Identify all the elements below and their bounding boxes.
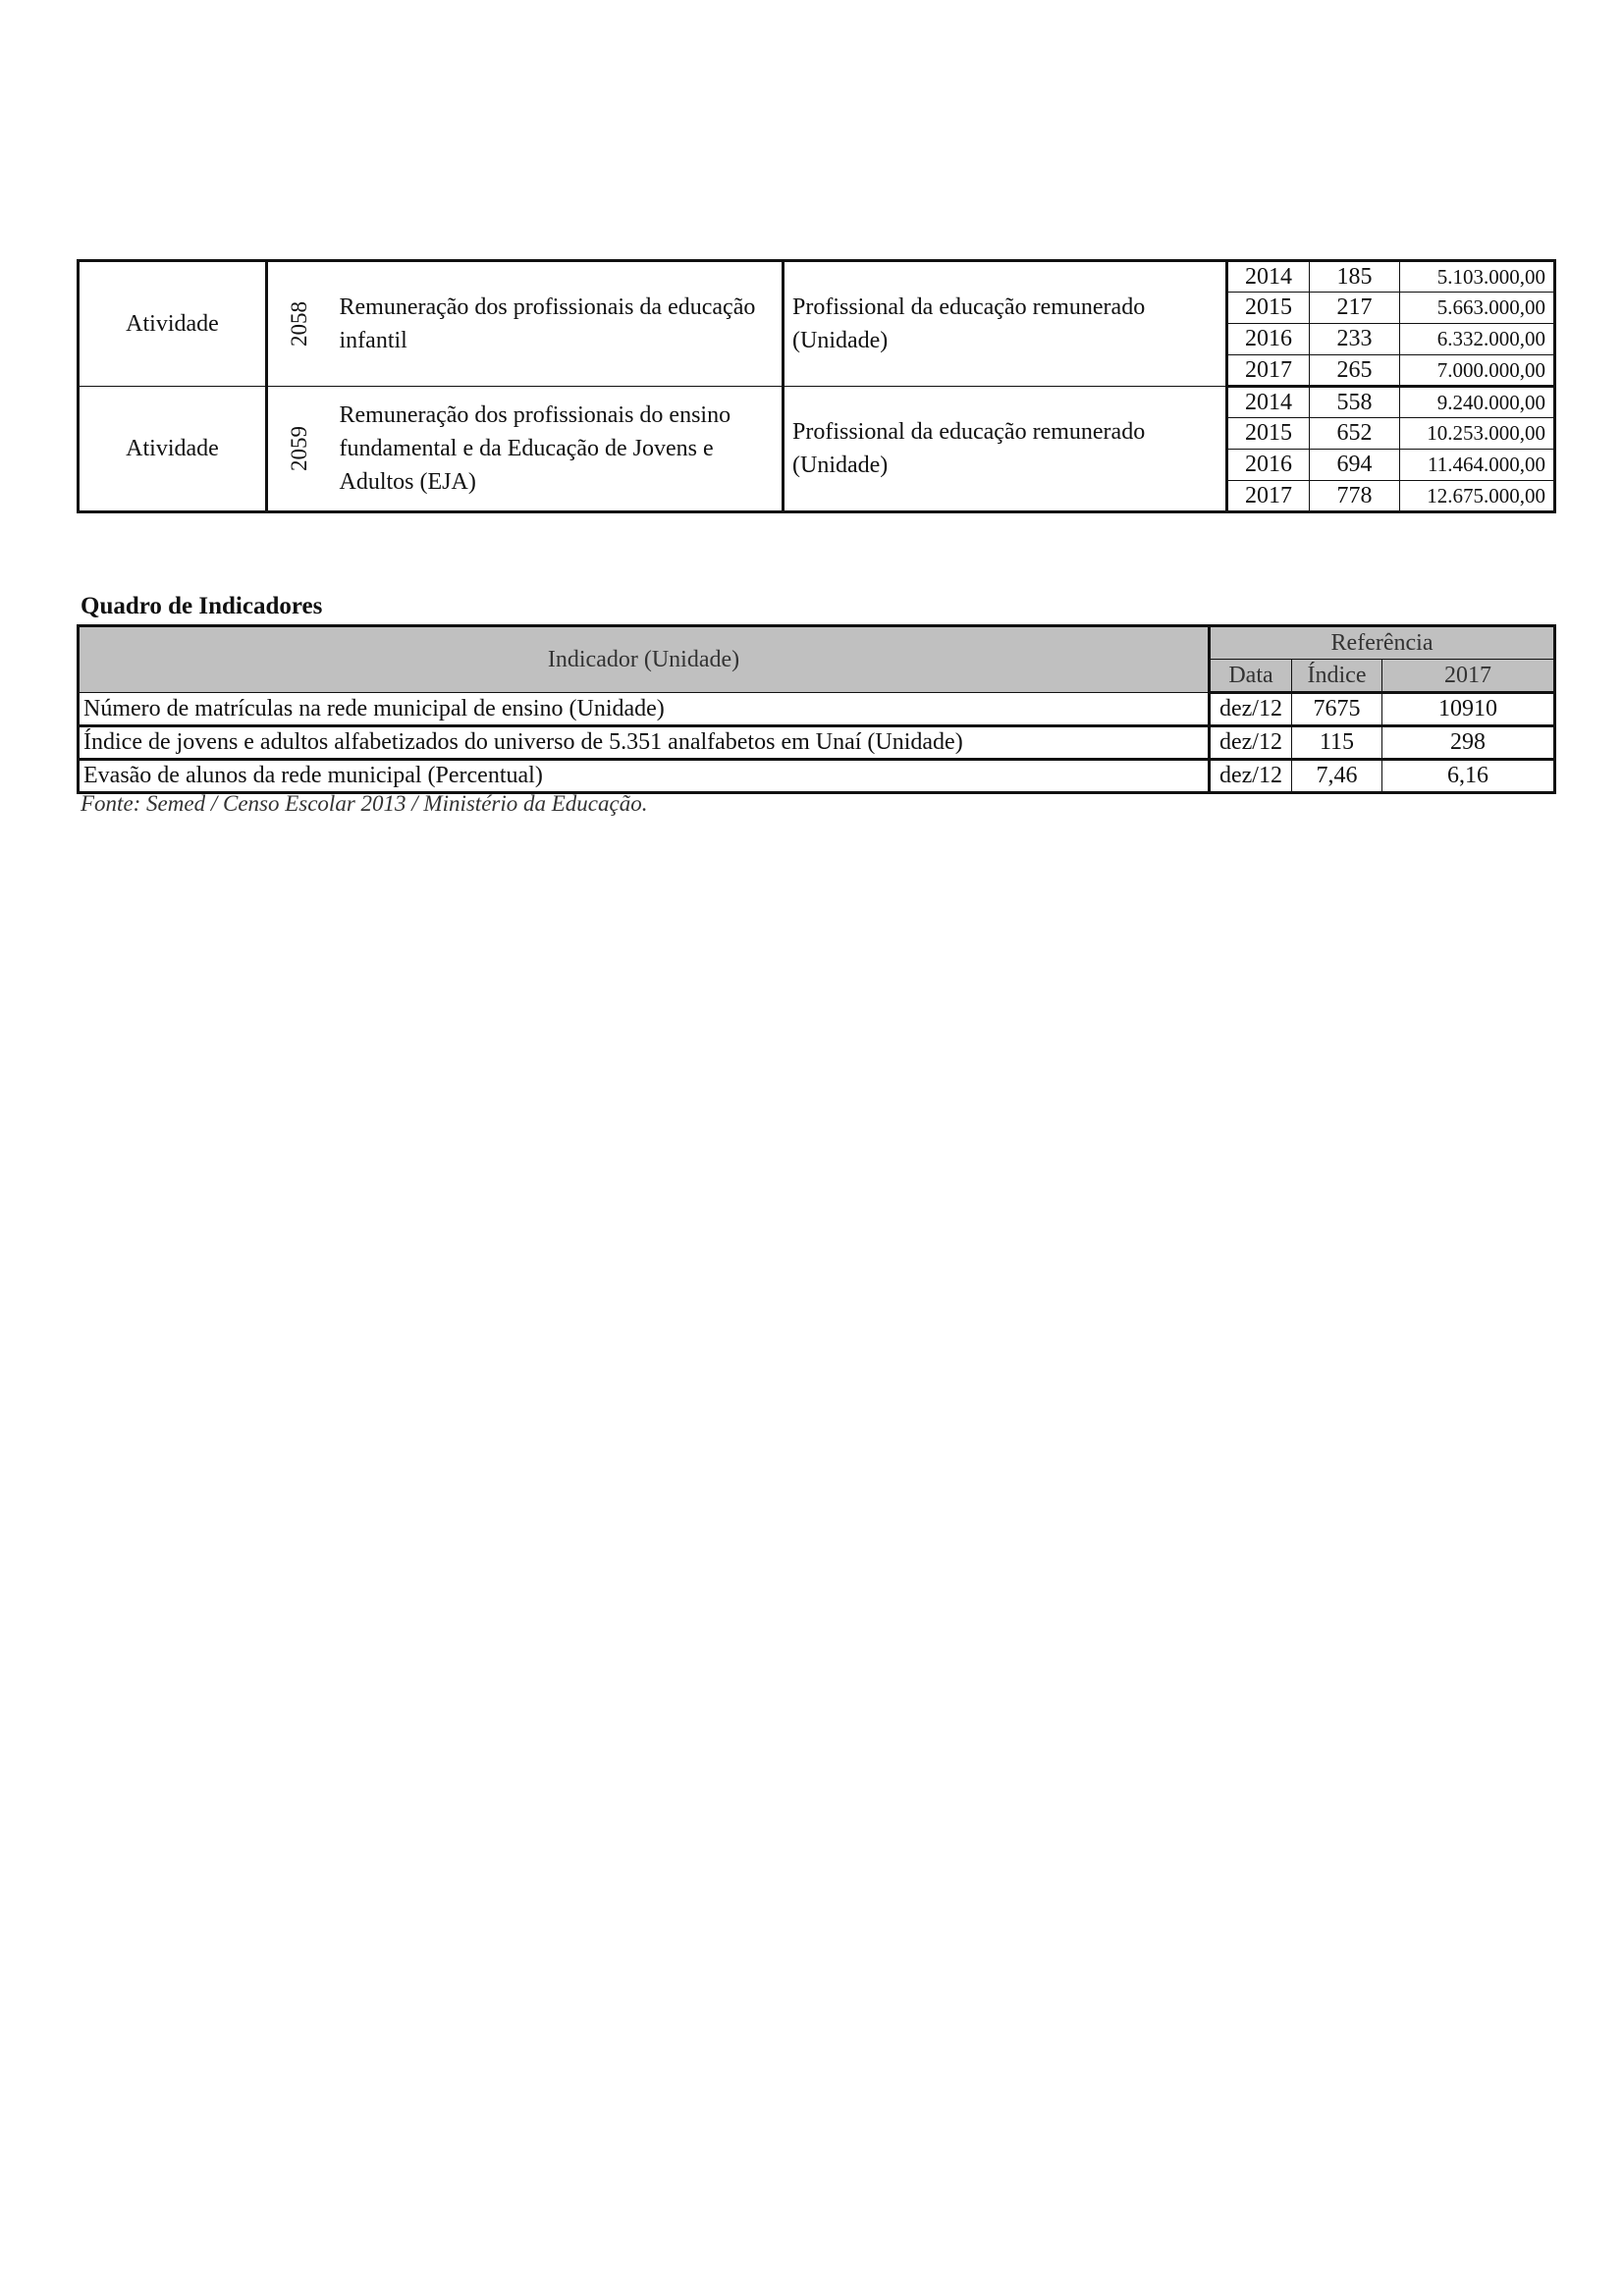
indicator-header: Indicador (Unidade) xyxy=(79,626,1210,693)
source-note: Fonte: Semed / Censo Escolar 2013 / Ministério da Educação. xyxy=(81,791,648,816)
meta-cell: 217 xyxy=(1310,293,1400,324)
indicator-date: dez/12 xyxy=(1210,726,1292,760)
meta-cell: 558 xyxy=(1310,387,1400,418)
table-row xyxy=(79,387,1555,418)
meta-cell: 652 xyxy=(1310,418,1400,450)
indicator-index: 7,46 xyxy=(1292,760,1382,793)
program-action-table xyxy=(77,259,1556,513)
action-type: Atividade xyxy=(79,261,267,387)
indicator-date: dez/12 xyxy=(1210,760,1292,793)
year-cell: 2016 xyxy=(1227,324,1310,355)
indicators-table xyxy=(77,624,1556,794)
meta-cell: 265 xyxy=(1310,355,1400,387)
year-cell: 2015 xyxy=(1227,293,1310,324)
value-cell: 7.000.000,00 xyxy=(1400,355,1555,387)
date-header: Data xyxy=(1210,660,1292,693)
action-product: Profissional da educação remunerado (Unidade) xyxy=(784,261,1227,387)
value-cell: 5.103.000,00 xyxy=(1400,261,1555,293)
value-cell: 12.675.000,00 xyxy=(1400,481,1555,512)
indicator-name: Índice de jovens e adultos alfabetizados do universo de 5.351 analfabetos em Unaí (Unidade) xyxy=(79,726,1210,760)
action-code: 2059 xyxy=(267,387,332,512)
indicator-date: dez/12 xyxy=(1210,693,1292,726)
year-cell: 2017 xyxy=(1227,355,1310,387)
year-cell: 2014 xyxy=(1227,387,1310,418)
action-type: Atividade xyxy=(79,387,267,512)
year-cell: 2016 xyxy=(1227,450,1310,481)
value-cell: 9.240.000,00 xyxy=(1400,387,1555,418)
indicator-name: Número de matrículas na rede municipal de ensino (Unidade) xyxy=(79,693,1210,726)
indicator-target: 6,16 xyxy=(1382,760,1555,793)
meta-cell: 778 xyxy=(1310,481,1400,512)
meta-cell: 694 xyxy=(1310,450,1400,481)
table-row xyxy=(79,760,1555,793)
year-cell: 2017 xyxy=(1227,481,1310,512)
meta-cell: 233 xyxy=(1310,324,1400,355)
target-year-header: 2017 xyxy=(1382,660,1555,693)
value-cell: 6.332.000,00 xyxy=(1400,324,1555,355)
indicators-title: Quadro de Indicadores xyxy=(81,593,323,619)
indicator-index: 115 xyxy=(1292,726,1382,760)
value-cell: 10.253.000,00 xyxy=(1400,418,1555,450)
table-row xyxy=(79,261,1555,293)
meta-cell: 185 xyxy=(1310,261,1400,293)
value-cell: 11.464.000,00 xyxy=(1400,450,1555,481)
indicator-name: Evasão de alunos da rede municipal (Percentual) xyxy=(79,760,1210,793)
action-description: Remuneração dos profissionais da educação infantil xyxy=(332,261,784,387)
table-row xyxy=(79,693,1555,726)
action-product: Profissional da educação remunerado (Unidade) xyxy=(784,387,1227,512)
reference-header: Referência xyxy=(1210,626,1555,660)
index-header: Índice xyxy=(1292,660,1382,693)
value-cell: 5.663.000,00 xyxy=(1400,293,1555,324)
action-code: 2058 xyxy=(267,261,332,387)
action-description: Remuneração dos profissionais do ensino fundamental e da Educação de Jovens e Adultos (EJA) xyxy=(332,387,784,512)
year-cell: 2015 xyxy=(1227,418,1310,450)
table-row xyxy=(79,726,1555,760)
indicator-target: 10910 xyxy=(1382,693,1555,726)
table-header-row xyxy=(79,626,1555,660)
indicator-target: 298 xyxy=(1382,726,1555,760)
indicator-index: 7675 xyxy=(1292,693,1382,726)
year-cell: 2014 xyxy=(1227,261,1310,293)
